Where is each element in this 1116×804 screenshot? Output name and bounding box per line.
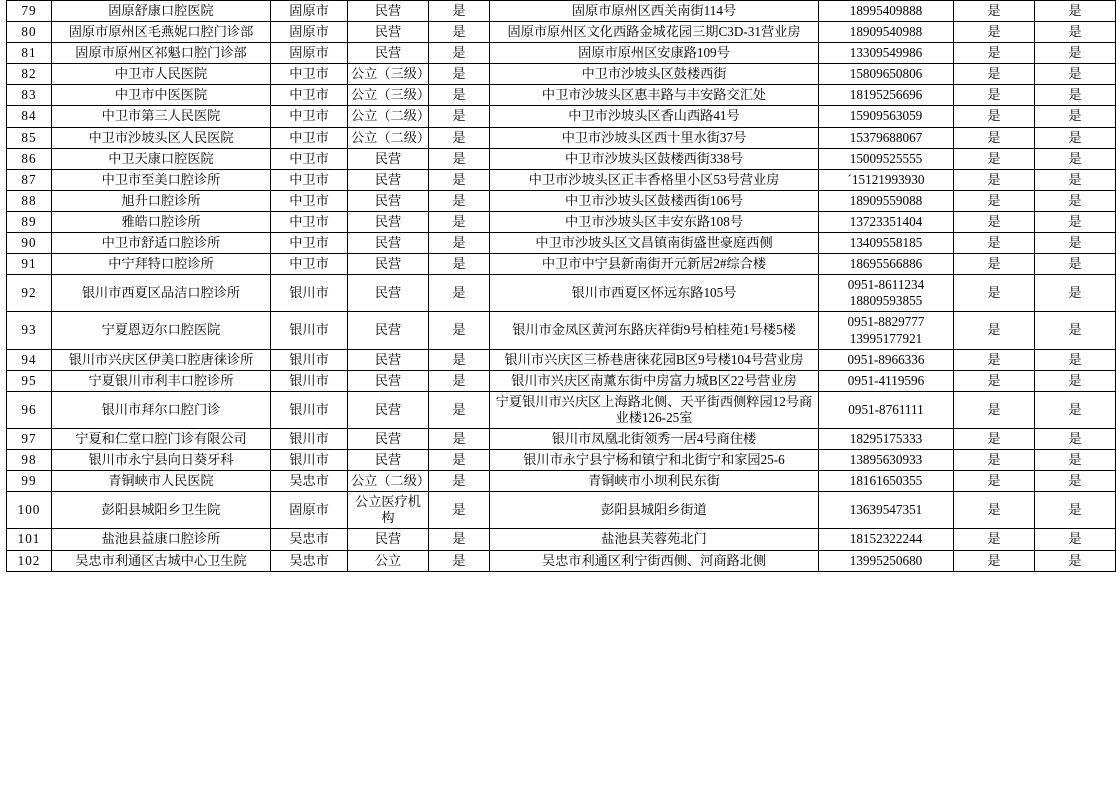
table-row	[7, 492, 1116, 529]
table-row	[7, 169, 1116, 190]
flag-1: 是	[429, 428, 490, 449]
institution-type: 民营	[348, 22, 429, 43]
table-row	[7, 233, 1116, 254]
flag-1: 是	[429, 190, 490, 211]
institution-name: 中卫市中医医院	[52, 85, 271, 106]
flag-2: 是	[954, 233, 1035, 254]
row-index: 82	[7, 64, 52, 85]
institution-name: 青铜峡市人民医院	[52, 471, 271, 492]
flag-3: 是	[1035, 127, 1116, 148]
institution-name: 中卫市舒适口腔诊所	[52, 233, 271, 254]
table-row	[7, 370, 1116, 391]
institution-name: 旭升口腔诊所	[52, 190, 271, 211]
row-index: 92	[7, 275, 52, 312]
institution-name: 固原市原州区祁魁口腔门诊部	[52, 43, 271, 64]
flag-3: 是	[1035, 233, 1116, 254]
row-index: 83	[7, 85, 52, 106]
phone: 13409558185	[819, 233, 954, 254]
table-row	[7, 349, 1116, 370]
row-index: 80	[7, 22, 52, 43]
institution-type: 民营	[348, 349, 429, 370]
flag-3: 是	[1035, 349, 1116, 370]
phone: 13995250680	[819, 550, 954, 571]
row-index: 91	[7, 254, 52, 275]
flag-2: 是	[954, 85, 1035, 106]
phone: 0951-8829777 13995177921	[819, 312, 954, 349]
flag-2: 是	[954, 550, 1035, 571]
flag-1: 是	[429, 529, 490, 550]
row-index: 97	[7, 428, 52, 449]
institution-name: 宁夏银川市利丰口腔诊所	[52, 370, 271, 391]
city: 中卫市	[271, 233, 348, 254]
city: 中卫市	[271, 127, 348, 148]
address: 银川市西夏区怀远东路105号	[490, 275, 819, 312]
row-index: 98	[7, 450, 52, 471]
flag-2: 是	[954, 349, 1035, 370]
address: 中卫市沙坡头区鼓楼西街106号	[490, 190, 819, 211]
institution-name: 银川市拜尔口腔门诊	[52, 391, 271, 428]
flag-3: 是	[1035, 370, 1116, 391]
flag-2: 是	[954, 106, 1035, 127]
table-row	[7, 22, 1116, 43]
address: 青铜峡市小坝利民东街	[490, 471, 819, 492]
city: 银川市	[271, 275, 348, 312]
table-row	[7, 127, 1116, 148]
row-index: 86	[7, 148, 52, 169]
institution-type: 民营	[348, 529, 429, 550]
institution-type: 民营	[348, 233, 429, 254]
institution-type: 公立（二级）	[348, 471, 429, 492]
address: 中卫市沙坡头区鼓楼西街338号	[490, 148, 819, 169]
flag-1: 是	[429, 349, 490, 370]
table-row	[7, 391, 1116, 428]
phone: 13895630933	[819, 450, 954, 471]
flag-1: 是	[429, 211, 490, 232]
flag-3: 是	[1035, 211, 1116, 232]
phone: 15909563059	[819, 106, 954, 127]
row-index: 100	[7, 492, 52, 529]
city: 银川市	[271, 391, 348, 428]
institution-table	[6, 0, 1116, 572]
city: 中卫市	[271, 64, 348, 85]
institution-type: 民营	[348, 450, 429, 471]
institution-name: 银川市兴庆区伊美口腔唐徕诊所	[52, 349, 271, 370]
address: 中卫市沙坡头区惠丰路与丰安路交汇处	[490, 85, 819, 106]
flag-3: 是	[1035, 391, 1116, 428]
flag-1: 是	[429, 391, 490, 428]
table-row	[7, 1, 1116, 22]
table-row	[7, 64, 1116, 85]
flag-1: 是	[429, 370, 490, 391]
city: 银川市	[271, 428, 348, 449]
row-index: 99	[7, 471, 52, 492]
city: 银川市	[271, 450, 348, 471]
flag-1: 是	[429, 450, 490, 471]
phone: 18909559088	[819, 190, 954, 211]
flag-3: 是	[1035, 471, 1116, 492]
row-index: 94	[7, 349, 52, 370]
flag-1: 是	[429, 550, 490, 571]
institution-name: 中宁拜特口腔诊所	[52, 254, 271, 275]
city: 固原市	[271, 22, 348, 43]
flag-1: 是	[429, 169, 490, 190]
flag-1: 是	[429, 106, 490, 127]
institution-type: 民营	[348, 370, 429, 391]
row-index: 89	[7, 211, 52, 232]
phone: 18909540988	[819, 22, 954, 43]
flag-1: 是	[429, 127, 490, 148]
table-row	[7, 43, 1116, 64]
flag-1: 是	[429, 254, 490, 275]
institution-name: 固原舒康口腔医院	[52, 1, 271, 22]
flag-2: 是	[954, 190, 1035, 211]
city: 中卫市	[271, 106, 348, 127]
flag-3: 是	[1035, 492, 1116, 529]
institution-type: 民营	[348, 1, 429, 22]
flag-2: 是	[954, 64, 1035, 85]
city: 中卫市	[271, 169, 348, 190]
phone: 0951-8611234 18809593855	[819, 275, 954, 312]
institution-name: 宁夏恩迈尔口腔医院	[52, 312, 271, 349]
institution-name: 吴忠市利通区古城中心卫生院	[52, 550, 271, 571]
flag-3: 是	[1035, 1, 1116, 22]
phone: 18995409888	[819, 1, 954, 22]
phone: 18161650355	[819, 471, 954, 492]
institution-name: 宁夏和仁堂口腔门诊有限公司	[52, 428, 271, 449]
institution-name: 彭阳县城阳乡卫生院	[52, 492, 271, 529]
city: 吴忠市	[271, 529, 348, 550]
institution-type: 公立医疗机构	[348, 492, 429, 529]
address: 中卫市沙坡头区丰安东路108号	[490, 211, 819, 232]
city: 固原市	[271, 43, 348, 64]
institution-name: 中卫市沙坡头区人民医院	[52, 127, 271, 148]
address: 中卫市中宁县新南街开元新居2#综合楼	[490, 254, 819, 275]
flag-3: 是	[1035, 254, 1116, 275]
flag-2: 是	[954, 211, 1035, 232]
flag-2: 是	[954, 169, 1035, 190]
row-index: 102	[7, 550, 52, 571]
institution-name: 固原市原州区毛燕妮口腔门诊部	[52, 22, 271, 43]
flag-1: 是	[429, 233, 490, 254]
flag-1: 是	[429, 275, 490, 312]
flag-2: 是	[954, 1, 1035, 22]
address: 固原市原州区安康路109号	[490, 43, 819, 64]
flag-3: 是	[1035, 450, 1116, 471]
row-index: 85	[7, 127, 52, 148]
address: 银川市兴庆区南薰东街中房富力城B区22号营业房	[490, 370, 819, 391]
institution-name: 雅皓口腔诊所	[52, 211, 271, 232]
city: 银川市	[271, 312, 348, 349]
flag-1: 是	[429, 43, 490, 64]
table-row	[7, 529, 1116, 550]
flag-2: 是	[954, 370, 1035, 391]
row-index: 96	[7, 391, 52, 428]
row-index: 90	[7, 233, 52, 254]
address: 中卫市沙坡头区西十里水街37号	[490, 127, 819, 148]
flag-3: 是	[1035, 550, 1116, 571]
institution-type: 民营	[348, 428, 429, 449]
table-row	[7, 450, 1116, 471]
flag-1: 是	[429, 64, 490, 85]
row-index: 88	[7, 190, 52, 211]
table-row	[7, 550, 1116, 571]
institution-type: 公立	[348, 550, 429, 571]
address: 中卫市沙坡头区文昌镇南街盛世豪庭西侧	[490, 233, 819, 254]
flag-3: 是	[1035, 190, 1116, 211]
flag-1: 是	[429, 312, 490, 349]
institution-name: 银川市永宁县向日葵牙科	[52, 450, 271, 471]
table-row	[7, 428, 1116, 449]
city: 固原市	[271, 1, 348, 22]
address: 银川市金凤区黄河东路庆祥街9号柏桂苑1号楼5楼	[490, 312, 819, 349]
flag-2: 是	[954, 529, 1035, 550]
flag-3: 是	[1035, 85, 1116, 106]
institution-type: 民营	[348, 43, 429, 64]
flag-3: 是	[1035, 428, 1116, 449]
flag-2: 是	[954, 22, 1035, 43]
table-row	[7, 312, 1116, 349]
phone: 13723351404	[819, 211, 954, 232]
flag-1: 是	[429, 1, 490, 22]
institution-type: 民营	[348, 148, 429, 169]
phone: 13639547351	[819, 492, 954, 529]
phone: 18195256696	[819, 85, 954, 106]
phone: 18295175333	[819, 428, 954, 449]
row-index: 81	[7, 43, 52, 64]
phone: 18152322244	[819, 529, 954, 550]
row-index: 87	[7, 169, 52, 190]
flag-2: 是	[954, 471, 1035, 492]
address: 银川市凤凰北街领秀一居4号商住楼	[490, 428, 819, 449]
institution-type: 公立（三级）	[348, 64, 429, 85]
address: 中卫市沙坡头区香山西路41号	[490, 106, 819, 127]
institution-type: 公立（三级）	[348, 85, 429, 106]
flag-1: 是	[429, 492, 490, 529]
flag-3: 是	[1035, 43, 1116, 64]
phone: 18695566886	[819, 254, 954, 275]
flag-2: 是	[954, 450, 1035, 471]
institution-type: 民营	[348, 211, 429, 232]
address: 彭阳县城阳乡街道	[490, 492, 819, 529]
address: 盐池县芙蓉苑北门	[490, 529, 819, 550]
table-row	[7, 254, 1116, 275]
city: 银川市	[271, 349, 348, 370]
phone: 15809650806	[819, 64, 954, 85]
flag-1: 是	[429, 471, 490, 492]
row-index: 79	[7, 1, 52, 22]
institution-type: 民营	[348, 312, 429, 349]
address: 宁夏银川市兴庆区上海路北侧、天平街西侧粹园12号商业楼126-25室	[490, 391, 819, 428]
flag-1: 是	[429, 148, 490, 169]
flag-1: 是	[429, 22, 490, 43]
institution-type: 民营	[348, 169, 429, 190]
institution-type: 公立（二级）	[348, 106, 429, 127]
institution-type: 民营	[348, 275, 429, 312]
address: 银川市兴庆区三桥巷唐徕花园B区9号楼104号营业房	[490, 349, 819, 370]
flag-3: 是	[1035, 106, 1116, 127]
phone: 0951-4119596	[819, 370, 954, 391]
institution-name: 银川市西夏区品洁口腔诊所	[52, 275, 271, 312]
institution-name: 中卫市第三人民医院	[52, 106, 271, 127]
table-body	[7, 1, 1116, 572]
flag-2: 是	[954, 43, 1035, 64]
address: 银川市永宁县宁杨和镇宁和北街宁和家园25-6	[490, 450, 819, 471]
city: 银川市	[271, 370, 348, 391]
city: 中卫市	[271, 148, 348, 169]
row-index: 101	[7, 529, 52, 550]
phone: 15379688067	[819, 127, 954, 148]
table-row	[7, 471, 1116, 492]
flag-3: 是	[1035, 529, 1116, 550]
row-index: 93	[7, 312, 52, 349]
institution-type: 民营	[348, 254, 429, 275]
flag-2: 是	[954, 492, 1035, 529]
flag-3: 是	[1035, 275, 1116, 312]
city: 中卫市	[271, 190, 348, 211]
institution-type: 公立（二级）	[348, 127, 429, 148]
flag-3: 是	[1035, 148, 1116, 169]
flag-3: 是	[1035, 312, 1116, 349]
flag-2: 是	[954, 391, 1035, 428]
flag-2: 是	[954, 275, 1035, 312]
flag-3: 是	[1035, 169, 1116, 190]
institution-name: 中卫市人民医院	[52, 64, 271, 85]
row-index: 84	[7, 106, 52, 127]
table-row	[7, 148, 1116, 169]
flag-2: 是	[954, 254, 1035, 275]
flag-2: 是	[954, 148, 1035, 169]
city: 中卫市	[271, 211, 348, 232]
city: 固原市	[271, 492, 348, 529]
flag-2: 是	[954, 312, 1035, 349]
flag-3: 是	[1035, 22, 1116, 43]
flag-3: 是	[1035, 64, 1116, 85]
table-row	[7, 106, 1116, 127]
institution-name: 中卫市至美口腔诊所	[52, 169, 271, 190]
flag-2: 是	[954, 428, 1035, 449]
address: 吴忠市利通区利宁街西侧、河商路北侧	[490, 550, 819, 571]
phone: 13309549986	[819, 43, 954, 64]
institution-name: 中卫天康口腔医院	[52, 148, 271, 169]
flag-2: 是	[954, 127, 1035, 148]
phone: ´15121993930	[819, 169, 954, 190]
phone: 15009525555	[819, 148, 954, 169]
city: 中卫市	[271, 85, 348, 106]
table-row	[7, 211, 1116, 232]
flag-1: 是	[429, 85, 490, 106]
institution-type: 民营	[348, 391, 429, 428]
institution-type: 民营	[348, 190, 429, 211]
phone: 0951-8966336	[819, 349, 954, 370]
address: 中卫市沙坡头区正丰香格里小区53号营业房	[490, 169, 819, 190]
city: 吴忠市	[271, 471, 348, 492]
institution-name: 盐池县益康口腔诊所	[52, 529, 271, 550]
phone: 0951-8761111	[819, 391, 954, 428]
city: 中卫市	[271, 254, 348, 275]
table-row	[7, 190, 1116, 211]
row-index: 95	[7, 370, 52, 391]
address: 固原市原州区文化西路金城花园三期C3D-31营业房	[490, 22, 819, 43]
address: 中卫市沙坡头区鼓楼西街	[490, 64, 819, 85]
address: 固原市原州区西关南街114号	[490, 1, 819, 22]
table-row	[7, 275, 1116, 312]
city: 吴忠市	[271, 550, 348, 571]
table-row	[7, 85, 1116, 106]
